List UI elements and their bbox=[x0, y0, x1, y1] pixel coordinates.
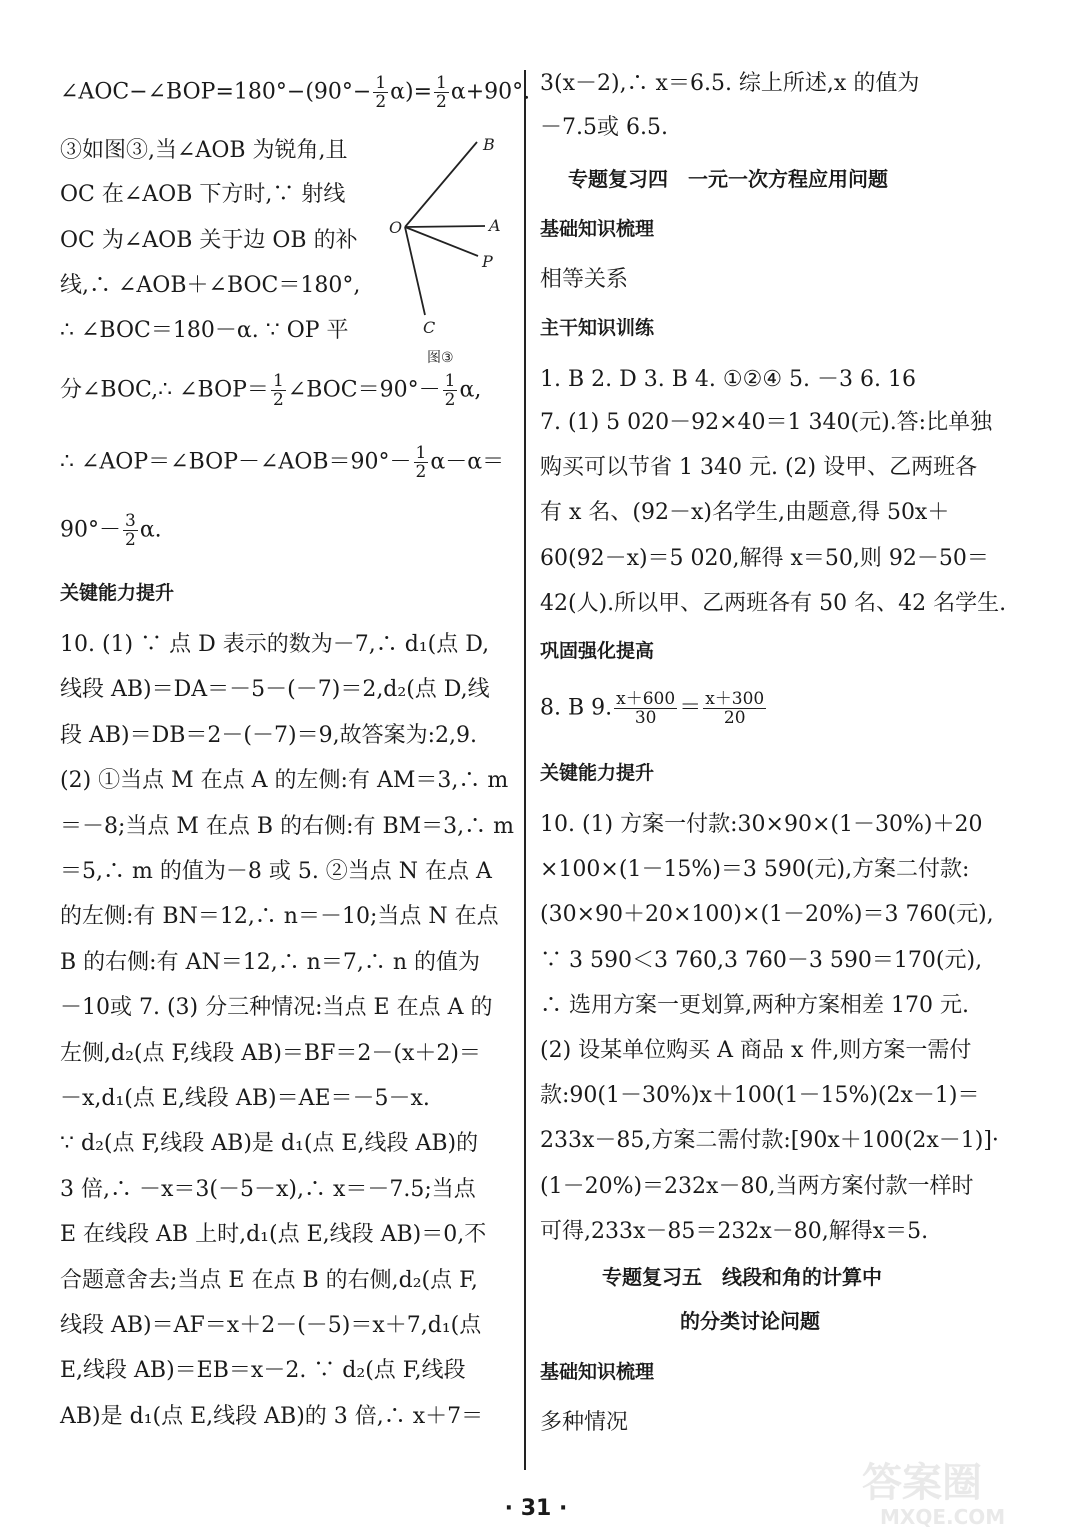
text-line: ∵ 3 590＜3 760,3 760－3 590＝170(元), bbox=[540, 947, 983, 973]
text-line: 3 倍,∴ －x＝3(－5－x),∴ x＝－7.5;当点 bbox=[60, 1176, 476, 1202]
text: α. bbox=[139, 517, 162, 543]
fraction bbox=[414, 444, 429, 481]
frac-den: 2 bbox=[444, 390, 456, 410]
frac-num: 1 bbox=[415, 443, 427, 463]
fraction bbox=[614, 690, 677, 727]
text-line: ×100×(1－15%)＝3 590(元),方案二付款: bbox=[540, 857, 970, 883]
label-p: P bbox=[482, 252, 493, 271]
text-line: (2) 设某单位购买 A 商品 x 件,则方案一需付 bbox=[540, 1038, 972, 1063]
frac-den: 2 bbox=[415, 462, 427, 482]
text-line: ∵ d₂(点 F,线段 AB)是 d₁(点 E,线段 AB)的 bbox=[60, 1131, 479, 1157]
text-line: 购买可以节省 1 340 元. (2) 设甲、乙两班各 bbox=[540, 455, 978, 481]
angle-figure bbox=[385, 130, 510, 370]
section-heading-key-ability: 关键能力提升 bbox=[60, 582, 175, 604]
text-line: (2) ①当点 M 在点 A 的左侧:有 AM＝3,∴ m bbox=[60, 768, 509, 794]
watermark-url: MXQE.COM bbox=[880, 1505, 1006, 1529]
text-line: 60(92－x)＝5 020,解得 x＝50,则 92－50＝ bbox=[540, 545, 989, 571]
text-line: －10或 7. (3) 分三种情况:当点 E 在点 A 的 bbox=[60, 995, 493, 1021]
frac-den: 2 bbox=[125, 530, 136, 550]
text-line: 线段 AB)＝DA＝－5－(－7)＝2,d₂(点 D,线 bbox=[60, 677, 490, 703]
section-heading-basic: 基础知识梳理 bbox=[540, 218, 655, 240]
basic-text: 相等关系 bbox=[540, 267, 629, 292]
text-line: 42(人).所以甲、乙两班各有 50 名、42 名学生. bbox=[540, 590, 1007, 616]
text-line: ∴ 选用方案一更划算,两种方案相差 170 元. bbox=[540, 992, 969, 1018]
fraction bbox=[443, 372, 458, 409]
text-line: 左侧,d₂(点 F,线段 AB)＝BF＝2－(x＋2)＝ bbox=[60, 1040, 481, 1066]
label-b: B bbox=[483, 135, 495, 154]
frac-den: 2 bbox=[436, 92, 447, 112]
frac-den: 2 bbox=[272, 390, 284, 410]
left-line-7 bbox=[60, 372, 481, 409]
text-line: 的左侧:有 BN＝12,∴ n＝－10;当点 N 在点 bbox=[60, 904, 499, 930]
text-line: AB)是 d₁(点 E,线段 AB)的 3 倍,∴ x＋7＝ bbox=[60, 1403, 484, 1429]
section-heading-main: 主干知识训练 bbox=[540, 317, 655, 339]
text: ∴ ∠AOP＝∠BOP－∠AOB＝90°－ bbox=[60, 449, 412, 475]
text: α－α＝ bbox=[430, 449, 505, 475]
text-line: B 的右侧:有 AN＝12,∴ n＝7,∴ n 的值为 bbox=[60, 949, 480, 975]
text: α+90°. bbox=[450, 79, 531, 105]
fraction bbox=[373, 74, 388, 111]
label-a: A bbox=[489, 216, 501, 235]
text-line: 段 AB)＝DB＝2－(－7)＝9,故答案为:2,9. bbox=[60, 722, 477, 748]
text: α)= bbox=[390, 79, 433, 105]
left-line-9 bbox=[60, 512, 162, 549]
fraction bbox=[271, 372, 286, 409]
frac-num: 1 bbox=[272, 371, 284, 391]
chapter-title-4: 专题复习四 一元一次方程应用问题 bbox=[568, 167, 888, 191]
right-line-1: 3(x－2),∴ x＝6.5. 综上所述,x 的值为 bbox=[540, 71, 920, 96]
text: ∠AOC−∠BOP=180°−(90°− bbox=[60, 79, 372, 105]
watermark-text: 答案圈 bbox=[862, 1460, 982, 1506]
ray-ob bbox=[405, 142, 477, 227]
text: 分∠BOC,∴ ∠BOP＝ bbox=[60, 377, 269, 403]
section-heading-basic-2: 基础知识梳理 bbox=[540, 1361, 655, 1383]
frac-num: x＋300 bbox=[705, 689, 765, 709]
left-line-6: ∴ ∠BOC＝180－α. ∵ OP 平 bbox=[60, 318, 349, 343]
text-line: 7. (1) 5 020－92×40＝1 340(元).答:比单独 bbox=[540, 410, 993, 435]
fraction bbox=[123, 512, 138, 549]
ray-op bbox=[405, 227, 478, 256]
text: 90°－ bbox=[60, 517, 121, 543]
text-line: E 在线段 AB 上时,d₁(点 E,线段 AB)＝0,不 bbox=[60, 1222, 487, 1248]
text-line: 可得,233x－85＝232x－80,解得x＝5. bbox=[540, 1218, 929, 1244]
chapter-title-5-line-1: 专题复习五 线段和角的计算中 bbox=[602, 1265, 882, 1289]
frac-num: 1 bbox=[375, 73, 387, 93]
left-line-5: 线,∴ ∠AOB＋∠BOC＝180°, bbox=[60, 273, 361, 298]
text-line: 合题意舍去;当点 E 在点 B 的右侧,d₂(点 F, bbox=[60, 1267, 478, 1293]
right-line-2: －7.5或 6.5. bbox=[540, 115, 668, 140]
ray-oa bbox=[405, 226, 485, 227]
frac-den: 30 bbox=[634, 708, 657, 728]
text-line: 10. (1) ∵ 点 D 表示的数为－7,∴ d₁(点 D, bbox=[60, 632, 490, 657]
answers-8-9 bbox=[540, 690, 768, 727]
text-line: 有 x 名、(92－x)名学生,由题意,得 50x＋ bbox=[540, 500, 950, 526]
text-line: ＝5,∴ m 的值为－8 或 5. ②当点 N 在点 A bbox=[60, 859, 492, 884]
text-line: (30×90＋20×100)×(1－20%)＝3 760(元), bbox=[540, 902, 994, 928]
text-line: (1－20%)＝232x－80,当两方案付款一样时 bbox=[540, 1173, 974, 1199]
frac-den: 20 bbox=[723, 708, 746, 728]
text-line: ＝－8;当点 M 在点 B 的右侧:有 BM＝3,∴ m bbox=[60, 813, 515, 839]
text-line: 233x－85,方案二需付款:[90x＋100(2x－1)]· bbox=[540, 1128, 999, 1154]
frac-num: 1 bbox=[444, 371, 456, 391]
answers-line: 1. B 2. D 3. B 4. ①②④ 5. －3 6. 16 bbox=[540, 367, 916, 392]
text: 8. B 9. bbox=[540, 695, 613, 721]
basic-text-2: 多种情况 bbox=[540, 1410, 629, 1435]
text-line: 款:90(1－30%)x＋100(1－15%)(2x－1)＝ bbox=[540, 1083, 980, 1109]
left-line-8 bbox=[60, 444, 504, 481]
section-heading-consolidate: 巩固强化提高 bbox=[540, 640, 655, 662]
frac-num: x＋600 bbox=[616, 689, 676, 709]
watermark-logo bbox=[852, 1450, 1062, 1530]
chapter-title-5-line-2: 的分类讨论问题 bbox=[680, 1309, 820, 1333]
left-line-3: OC 在∠AOB 下方时,∵ 射线 bbox=[60, 182, 346, 207]
text-line: －x,d₁(点 E,线段 AB)＝AE＝－5－x. bbox=[60, 1086, 430, 1111]
figure-caption: 图③ bbox=[427, 350, 454, 366]
text-line: 线段 AB)＝AF＝x＋2－(－5)＝x＋7,d₁(点 bbox=[60, 1313, 482, 1338]
text: ∠BOC＝90°－ bbox=[287, 377, 441, 403]
frac-num: 1 bbox=[436, 73, 447, 93]
frac-num: 3 bbox=[125, 511, 136, 531]
text-line: E,线段 AB)＝EB＝x－2. ∵ d₂(点 F,线段 bbox=[60, 1358, 466, 1384]
label-o: O bbox=[389, 218, 403, 237]
text: α, bbox=[459, 377, 482, 403]
page-number: · 31 · bbox=[504, 1496, 568, 1521]
column-divider bbox=[524, 70, 526, 1470]
fraction bbox=[434, 74, 449, 111]
text: ＝ bbox=[679, 695, 702, 721]
section-heading-key-ability-right: 关键能力提升 bbox=[540, 762, 655, 784]
text-line: 10. (1) 方案一付款:30×90×(1－30%)＋20 bbox=[540, 812, 983, 837]
frac-den: 2 bbox=[375, 92, 387, 112]
fraction bbox=[703, 690, 766, 727]
ray-oc bbox=[405, 227, 425, 315]
left-line-4: OC 为∠AOB 关于边 OB 的补 bbox=[60, 228, 358, 253]
label-c: C bbox=[423, 318, 436, 337]
left-line-2: ③如图③,当∠AOB 为锐角,且 bbox=[60, 138, 348, 163]
left-line-1 bbox=[60, 74, 530, 111]
